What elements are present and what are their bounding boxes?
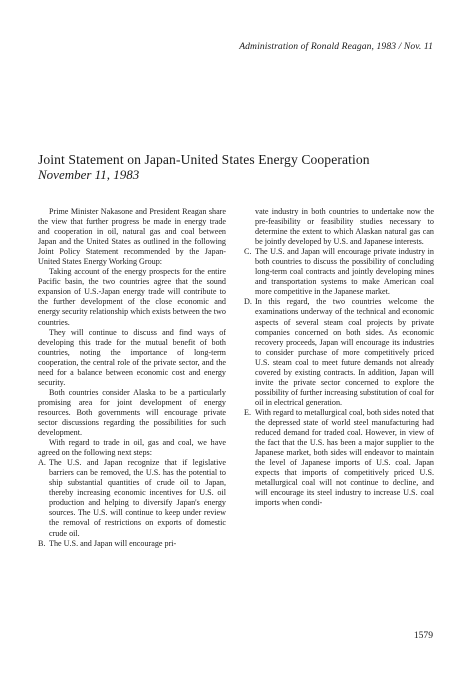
list-item-label: C. (244, 247, 252, 257)
paragraph: Both countries consider Alaska to be a particularly promising area for joint development of energy resources. Both governments will encourage private sector discussions regarding the possibilities for such development. (38, 387, 226, 438)
list-item-text: With regard to metallurgical coal, both sides noted that the depressed state of world steel manufacturing had reduced demand for traded coal. However, in view of the fact that the U.S. has been a major supplier to the Japanese market, both sides will endeavor to maintain the level of Japanese imports of U.S. coal. Japan expects that imports of competitively priced U.S. metallurgical coal will not continue to decline, and will encourage its steel industry to increase U.S. coal imports when condi- (255, 407, 434, 508)
list-item-label: E. (244, 407, 251, 417)
list-item-text: The U.S. and Japan will encourage pri- (49, 538, 177, 548)
paragraph: They will continue to discuss and find ways of developing this trade for the mutual benefit of both countries, noting the importance of long-term cooperation, the central role of the private sector, and the need for a balance between economic cost and energy security. (38, 327, 226, 387)
right-column (244, 207, 434, 508)
paragraph: With regard to trade in oil, gas and coal, we have agreed on the following next steps: (38, 438, 226, 458)
running-head: Administration of Ronald Reagan, 1983 / Nov. 11 (239, 41, 433, 52)
page-number: 1579 (413, 630, 433, 641)
list-item-b-continued: vate industry in both countries to undertake now the pre-feasibility or feasibility studies necessary to determine the extent to which Alaskan natural gas can be jointly developed by U.S. and Japanese interests. (255, 207, 434, 247)
paragraph: Prime Minister Nakasone and President Reagan share the view that further progress be made in energy trade and cooperation in oil, natural gas and coal between Japan and the United States as outlined in the following Joint Policy Statement recommended by the Japan-United States Energy Working Group: (38, 207, 226, 267)
list-item-text: The U.S. and Japan recognize that if legislative barriers can be removed, the U.S. has the potential to ship substantial quantities of crude oil to Japan, thereby increasing economic incentives for U.S. oil production and helping to diversify Japan's energy sources. The U.S. will continue to keep under review the removal of restrictions on exports of domestic crude oil. (49, 458, 226, 538)
title-block (38, 152, 438, 182)
list-item-e (244, 408, 434, 508)
left-column (38, 207, 226, 549)
paragraph: Taking account of the energy prospects for the entire Pacific basin, the two countries agree that the sound expansion of U.S.-Japan energy trade will contribute to the further development of the close economic and energy security relationship which exists between the two countries. (38, 267, 226, 327)
document-title: Joint Statement on Japan-United States Energy Cooperation (38, 152, 370, 167)
list-item-label: A. (38, 458, 46, 468)
list-item-a (38, 458, 226, 538)
list-item-label: D. (244, 297, 252, 307)
list-item-c (244, 247, 434, 297)
list-item-text: The U.S. and Japan will encourage private industry in both countries to discuss the possibility of concluding long-term coal contracts and jointly developing mines and transportation systems to make American coal more competitive in the Japanese market. (255, 247, 434, 297)
document-date: November 11, 1983 (38, 167, 140, 182)
list-item-b (38, 539, 226, 549)
list-item-label: B. (38, 538, 46, 548)
list-item-d (244, 297, 434, 408)
list-item-text: In this regard, the two countries welcome the examinations underway of the technical and economic aspects of several steam coal projects by private companies concerned on both sides. As economic recovery proceeds, Japan will encourage its industries to consider purchase of more competitively priced U.S. steam coal to meet future demands not already covered by existing contracts. In addition, Japan will invite the private sector concerned to explore the possibility of further increasing substitution of coal for oil in electrical generation. (255, 297, 434, 407)
